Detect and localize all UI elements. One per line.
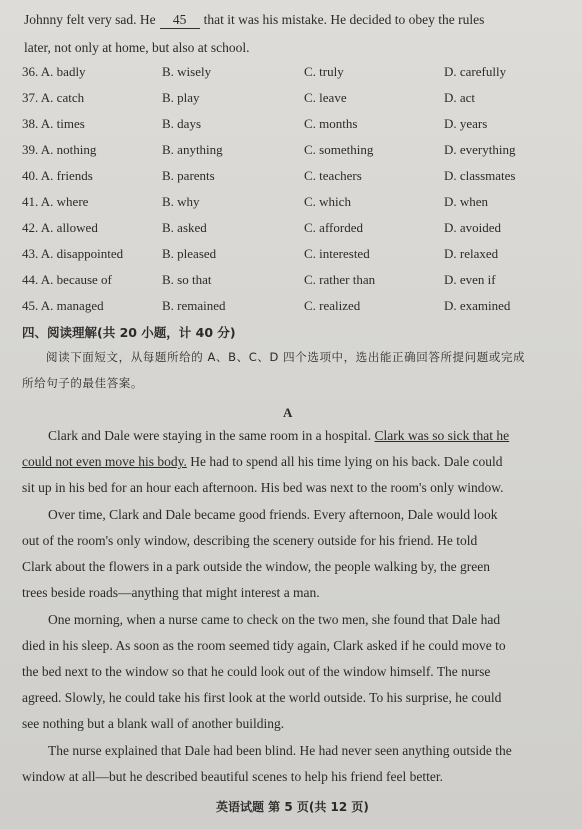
passage-line: see nothing but a blank wall of another building.	[22, 716, 285, 731]
option-c: C. which	[304, 194, 351, 209]
option-d: D. years	[444, 116, 488, 131]
option-c: C. leave	[304, 90, 347, 105]
option-a: 45. A. managed	[22, 298, 104, 313]
option-d: D. carefully	[444, 64, 507, 79]
underlined-text: could not even move his body.	[22, 454, 187, 469]
option-b: B. pleased	[162, 246, 217, 261]
option-d: D. even if	[444, 272, 496, 287]
passage-line: trees beside roads—anything that might interest a man.	[22, 585, 320, 600]
page-footer: 英语试题 第 5 页(共 12 页)	[216, 800, 369, 814]
option-c: C. teachers	[304, 168, 362, 183]
option-a: 43. A. disappointed	[22, 246, 124, 261]
option-d: D. relaxed	[444, 246, 499, 261]
passage-line: agreed. Slowly, he could take his first look at the world outside. To his surprise, he could	[22, 690, 502, 705]
instructions-line-1: 阅读下面短文，从每题所给的 A、B、C、D 四个选项中，选出能正确回答所提问题或完成	[46, 350, 526, 364]
option-c: C. rather than	[304, 272, 376, 287]
option-b: B. wisely	[162, 64, 212, 79]
option-a: 41. A. where	[22, 194, 89, 209]
intro-text-after-blank: that it was his mistake. He decided to obey the rules	[203, 12, 485, 27]
option-b: B. parents	[162, 168, 215, 183]
passage-line: died in his sleep. As soon as the room seemed tidy again, Clark asked if he could move to	[22, 638, 506, 653]
option-d: D. act	[444, 90, 476, 105]
option-a: 37. A. catch	[22, 90, 85, 105]
passage-text: Clark and Dale were staying in the same room in a hospital.	[48, 428, 375, 443]
passage-line	[48, 428, 509, 444]
passage-label: A	[283, 405, 293, 420]
option-a: 36. A. badly	[22, 64, 86, 79]
option-b: B. asked	[162, 220, 207, 235]
option-d: D. when	[444, 194, 489, 209]
option-c: C. realized	[304, 298, 361, 313]
passage-line: the bed next to the window so that he could look out of the window himself. The nurse	[22, 664, 491, 679]
option-a: 44. A. because of	[22, 272, 112, 287]
option-b: B. anything	[162, 142, 223, 157]
intro-line-2: later, not only at home, but also at school.	[24, 40, 250, 55]
option-a: 39. A. nothing	[22, 142, 97, 157]
option-c: C. months	[304, 116, 358, 131]
passage-line: Over time, Clark and Dale became good friends. Every afternoon, Dale would look	[48, 507, 498, 522]
option-c: C. afforded	[304, 220, 363, 235]
option-c: C. something	[304, 142, 374, 157]
option-c: C. truly	[304, 64, 344, 79]
passage-line	[22, 454, 503, 470]
option-b: B. play	[162, 90, 200, 105]
passage-line: window at all—but he described beautiful scenes to help his friend feel better.	[22, 769, 443, 784]
intro-text-before-blank: Johnny felt very sad. He	[24, 12, 156, 27]
passage-text: He had to spend all his time lying on his back. Dale could	[186, 454, 503, 469]
option-b: B. why	[162, 194, 200, 209]
passage-line: One morning, when a nurse came to check on the two men, she found that Dale had	[48, 612, 501, 627]
section-heading: 四、阅读理解(共 20 小题，计 40 分)	[22, 325, 236, 340]
passage-line: The nurse explained that Dale had been blind. He had never seen anything outside the	[48, 743, 512, 758]
intro-line-1	[24, 12, 484, 29]
option-d: D. avoided	[444, 220, 502, 235]
option-b: B. remained	[162, 298, 226, 313]
option-a: 38. A. times	[22, 116, 85, 131]
option-c: C. interested	[304, 246, 370, 261]
option-d: D. everything	[444, 142, 516, 157]
underlined-text: Clark was so sick that he	[374, 428, 510, 443]
option-d: D. examined	[444, 298, 511, 313]
option-d: D. classmates	[444, 168, 516, 183]
option-b: B. so that	[162, 272, 212, 287]
passage-line: out of the room's only window, describing the scenery outside for his friend. He told	[22, 533, 478, 548]
passage-line: Clark about the flowers in a park outside the window, the people walking by, the green	[22, 559, 490, 574]
option-a: 42. A. allowed	[22, 220, 98, 235]
passage-line: sit up in his bed for an hour each afternoon. His bed was next to the room's only window.	[22, 480, 504, 495]
instructions-line-2: 所给句子的最佳答案。	[22, 376, 143, 390]
option-a: 40. A. friends	[22, 168, 93, 183]
option-b: B. days	[162, 116, 201, 131]
answer-blank-45: 45	[160, 12, 200, 29]
